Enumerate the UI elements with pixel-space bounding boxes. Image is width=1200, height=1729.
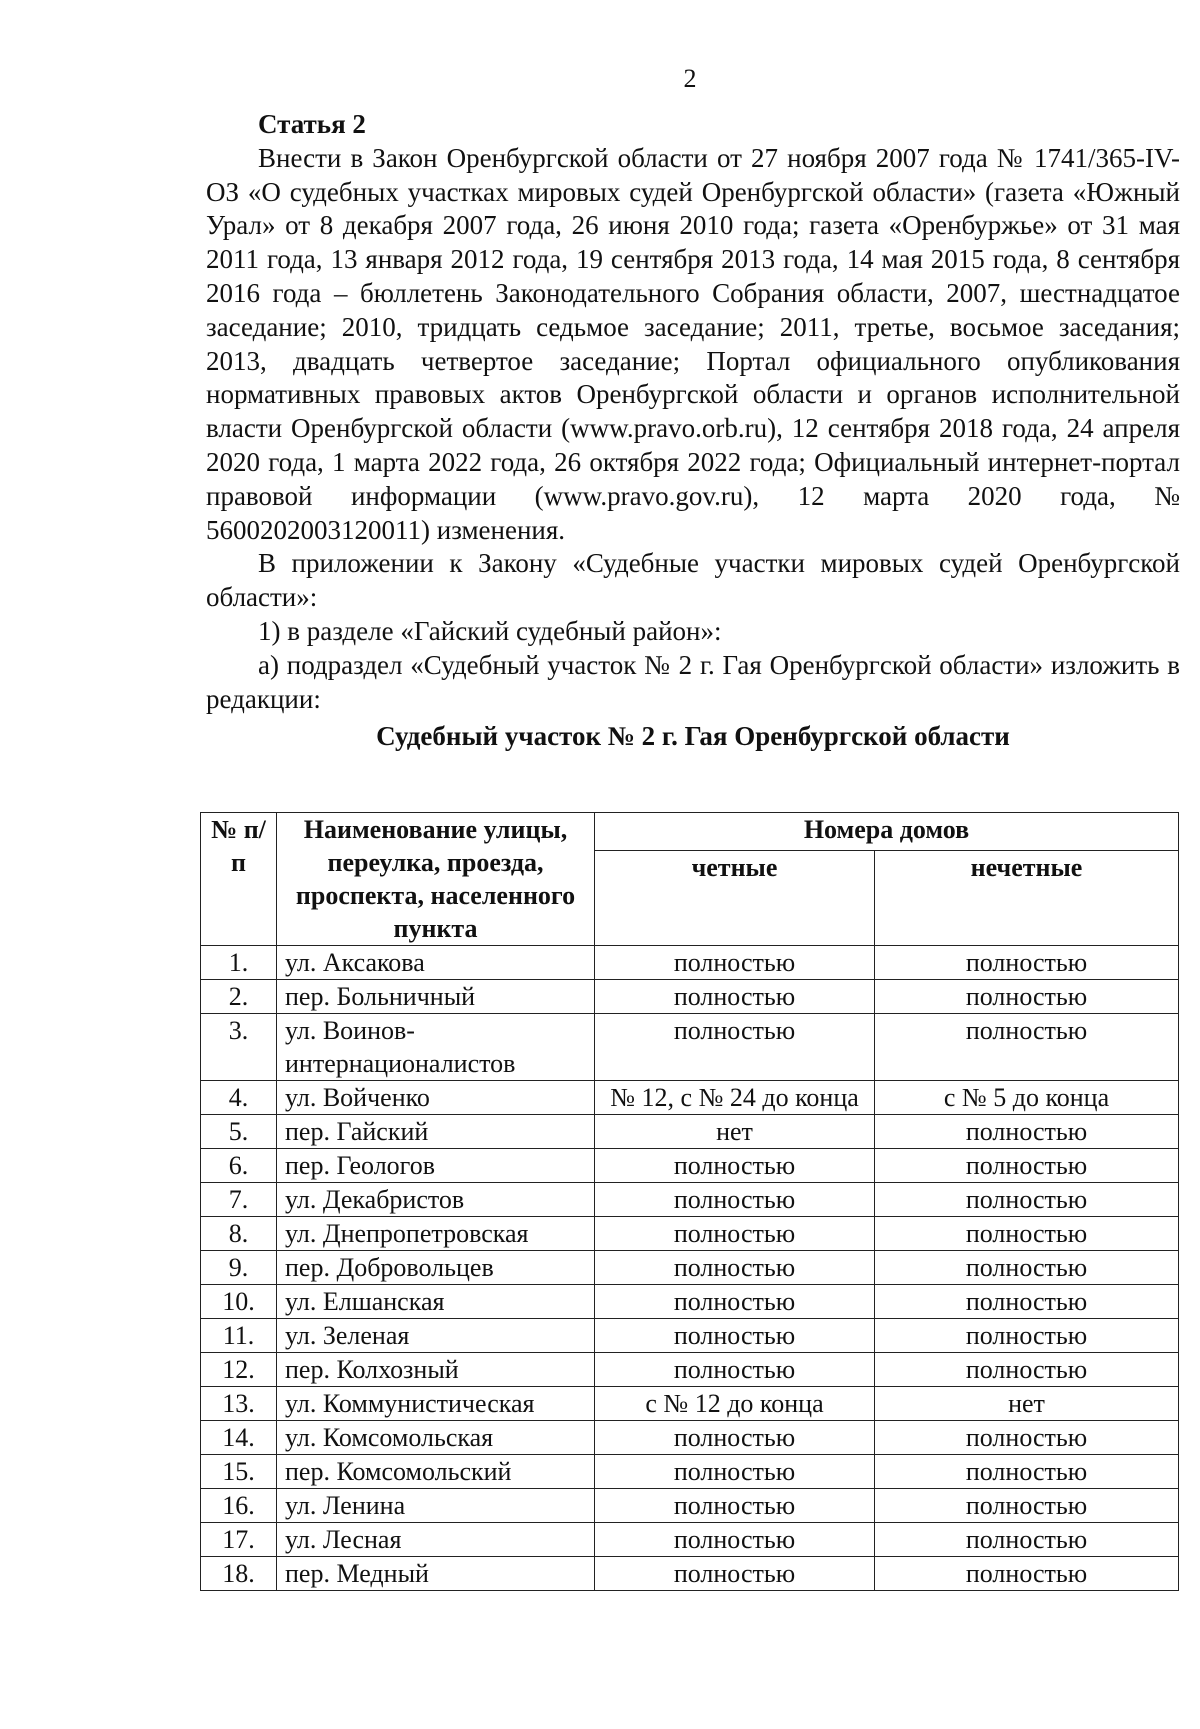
- table-row: [201, 1251, 1179, 1285]
- table-row: [201, 1149, 1179, 1183]
- row-num: 18.: [201, 1557, 277, 1591]
- row-name: ул. Днепропетровская: [277, 1217, 595, 1251]
- row-num: 12.: [201, 1353, 277, 1387]
- row-even: полностью: [595, 1455, 875, 1489]
- row-num: 8.: [201, 1217, 277, 1251]
- table-row: [201, 1014, 1179, 1081]
- row-even: полностью: [595, 1557, 875, 1591]
- row-odd: полностью: [875, 1523, 1179, 1557]
- row-even: полностью: [595, 980, 875, 1014]
- table-title: Судебный участок № 2 г. Гая Оренбургской области: [376, 721, 1010, 752]
- row-even: полностью: [595, 1489, 875, 1523]
- row-odd: полностью: [875, 1353, 1179, 1387]
- row-name: пер. Колхозный: [277, 1353, 595, 1387]
- row-name: пер. Добровольцев: [277, 1251, 595, 1285]
- row-even: полностью: [595, 1319, 875, 1353]
- table-body: [201, 946, 1179, 1591]
- table-row: [201, 1353, 1179, 1387]
- row-num: 11.: [201, 1319, 277, 1353]
- row-even: полностью: [595, 1285, 875, 1319]
- subsection-paragraph: а) подраздел «Судебный участок № 2 г. Гая Оренбургской области» изложить в редакции:: [206, 649, 1180, 714]
- header-name: Наименование улицы, переулка, проезда, проспекта, населенного пункта: [277, 813, 595, 946]
- row-even: полностью: [595, 1149, 875, 1183]
- row-num: 5.: [201, 1115, 277, 1149]
- page-number: 2: [683, 64, 697, 93]
- section-paragraph: 1) в разделе «Гайский судебный район»:: [258, 615, 722, 646]
- table-row: [201, 1455, 1179, 1489]
- row-even: полностью: [595, 1421, 875, 1455]
- row-name: пер. Медный: [277, 1557, 595, 1591]
- header-odd: нечетные: [875, 851, 1179, 946]
- row-name: пер. Геологов: [277, 1149, 595, 1183]
- row-odd: полностью: [875, 1115, 1179, 1149]
- row-even: полностью: [595, 1183, 875, 1217]
- row-even: № 12, с № 24 до конца: [595, 1081, 875, 1115]
- row-odd: полностью: [875, 1285, 1179, 1319]
- row-num: 1.: [201, 946, 277, 980]
- row-odd: полностью: [875, 1149, 1179, 1183]
- header-houses: Номера домов: [595, 813, 1179, 851]
- appendix-paragraph: В приложении к Закону «Судебные участки мировых судей Оренбургской области»:: [206, 548, 1180, 613]
- row-name: ул. Комсомольская: [277, 1421, 595, 1455]
- row-odd: полностью: [875, 1455, 1179, 1489]
- row-name: пер. Больничный: [277, 980, 595, 1014]
- row-odd: полностью: [875, 1014, 1179, 1081]
- table-row: [201, 1217, 1179, 1251]
- row-num: 9.: [201, 1251, 277, 1285]
- table-row: [201, 946, 1179, 980]
- table-row: [201, 1387, 1179, 1421]
- row-num: 14.: [201, 1421, 277, 1455]
- row-name: ул. Ленина: [277, 1489, 595, 1523]
- table-row: [201, 1421, 1179, 1455]
- row-name: ул. Аксакова: [277, 946, 595, 980]
- header-num: № п/п: [201, 813, 277, 946]
- row-odd: полностью: [875, 1421, 1179, 1455]
- row-odd: полностью: [875, 1489, 1179, 1523]
- row-num: 17.: [201, 1523, 277, 1557]
- row-even: полностью: [595, 1523, 875, 1557]
- table-row: [201, 1319, 1179, 1353]
- court-district-table: [200, 812, 1179, 1591]
- row-even: полностью: [595, 1217, 875, 1251]
- row-num: 3.: [201, 1014, 277, 1081]
- row-odd: полностью: [875, 980, 1179, 1014]
- row-name: ул. Воинов-интернационалистов: [277, 1014, 595, 1081]
- header-even: четные: [595, 851, 875, 946]
- row-even: нет: [595, 1115, 875, 1149]
- row-name: пер. Комсомольский: [277, 1455, 595, 1489]
- row-odd: полностью: [875, 1557, 1179, 1591]
- row-num: 16.: [201, 1489, 277, 1523]
- row-name: ул. Коммунистическая: [277, 1387, 595, 1421]
- row-num: 13.: [201, 1387, 277, 1421]
- row-odd: нет: [875, 1387, 1179, 1421]
- row-name: ул. Елшанская: [277, 1285, 595, 1319]
- table-row: [201, 1183, 1179, 1217]
- article-title: Статья 2: [258, 109, 366, 139]
- row-num: 2.: [201, 980, 277, 1014]
- row-odd: с № 5 до конца: [875, 1081, 1179, 1115]
- row-name: ул. Декабристов: [277, 1183, 595, 1217]
- row-num: 6.: [201, 1149, 277, 1183]
- row-odd: полностью: [875, 1319, 1179, 1353]
- amendment-paragraph: Внести в Закон Оренбургской области от 27 ноября 2007 года № 1741/365-IV-ОЗ «О судебных участках мировых судей Оренбургской области» (газета «Южный Урал» от 8 декабря 2007 года, 26 июня 2010 года; газета «Оренбуржье» от 31 мая 2011 года, 13 января 2012 года, 19 сентября 2013 года, 14 мая 2015 года, 8 сентября 2016 года – бюллетень Законодательного Собрания области, 2007, шестнадцатое заседание; 2010, тридцать седьмое заседание; 2011, третье, восьмое заседания; 2013, двадцать четвертое заседание; Портал официального опубликования нормативных правовых актов Оренбургской области и органов исполнительной власти Оренбургской области (www.pravo.orb.ru), 12 сентября 2018 года, 24 апреля 2020 года, 1 марта 2022 года, 26 октября 2022 года; Официальный интернет-портал правовой информации (www.pravo.gov.ru), 12 марта 2020 года, № 5600202003120011) изменения.: [206, 142, 1180, 545]
- row-even: полностью: [595, 946, 875, 980]
- row-odd: полностью: [875, 946, 1179, 980]
- row-num: 7.: [201, 1183, 277, 1217]
- table-row: [201, 980, 1179, 1014]
- row-odd: полностью: [875, 1183, 1179, 1217]
- row-num: 4.: [201, 1081, 277, 1115]
- row-name: ул. Войченко: [277, 1081, 595, 1115]
- table-row: [201, 1285, 1179, 1319]
- row-even: полностью: [595, 1353, 875, 1387]
- table-row: [201, 1489, 1179, 1523]
- article-text: [206, 108, 1180, 754]
- table-row: [201, 1557, 1179, 1591]
- row-num: 15.: [201, 1455, 277, 1489]
- row-name: пер. Гайский: [277, 1115, 595, 1149]
- row-odd: полностью: [875, 1251, 1179, 1285]
- row-odd: полностью: [875, 1217, 1179, 1251]
- row-name: ул. Лесная: [277, 1523, 595, 1557]
- row-even: с № 12 до конца: [595, 1387, 875, 1421]
- row-even: полностью: [595, 1251, 875, 1285]
- row-even: полностью: [595, 1014, 875, 1081]
- row-name: ул. Зеленая: [277, 1319, 595, 1353]
- table-row: [201, 1523, 1179, 1557]
- row-num: 10.: [201, 1285, 277, 1319]
- table-row: [201, 1115, 1179, 1149]
- table-row: [201, 1081, 1179, 1115]
